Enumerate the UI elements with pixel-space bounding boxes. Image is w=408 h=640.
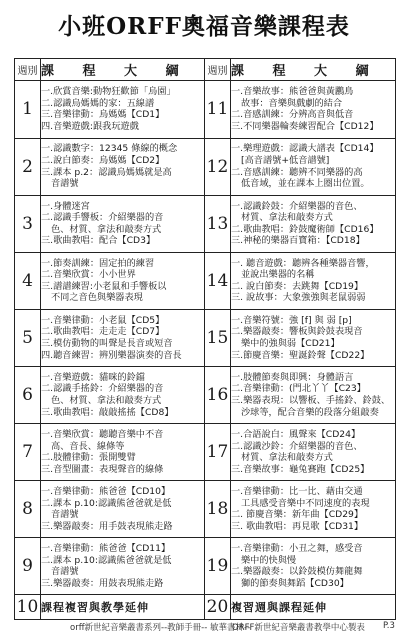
week-number: 13 bbox=[205, 195, 231, 252]
outline-line: 三.樂器敲奏：用鼓表現熊走路 bbox=[41, 577, 164, 589]
outline-line: 二.肢體律動：張開雙臂 bbox=[41, 452, 136, 464]
right-week-content bbox=[231, 252, 396, 309]
left-week-content bbox=[41, 309, 205, 366]
review-row bbox=[15, 595, 396, 620]
outline-line: 音譜號 bbox=[51, 178, 79, 190]
left-week-content bbox=[41, 195, 205, 252]
week-number: 12 bbox=[205, 138, 231, 195]
outline-line: 四.音樂遊戲:跟我玩遊戲 bbox=[41, 121, 139, 133]
week-row bbox=[15, 81, 396, 138]
outline-line: 二.樂器敲奏：響板與鈴鼓表現音 bbox=[231, 326, 363, 338]
outline-line: 三.樂器敲奏：用手鼓表現熊走路 bbox=[41, 520, 173, 532]
review-week-number-right: 20 bbox=[205, 595, 231, 620]
week-header-left: 週別 bbox=[15, 59, 41, 81]
outline-line: 一.音樂欣賞：聽聽音樂中不音 bbox=[41, 428, 164, 440]
outline-line: 材質、拿法和敲奏方式 bbox=[241, 452, 333, 464]
outline-line: 工具感受音樂中不同速度的表現 bbox=[241, 497, 370, 509]
outline-line: 並說出樂器的名稱 bbox=[241, 269, 315, 281]
page-title: 小班ORFF奧福音樂課程表 bbox=[58, 13, 350, 40]
week-number: 2 bbox=[15, 138, 41, 195]
outline-line: 二.課本 p.10:認識熊爸爸就是低 bbox=[41, 554, 172, 566]
outline-line: 二.音感訓練：聽辨不同樂器的高 bbox=[231, 166, 363, 178]
outline-line: 一.音樂律動：熊爸爸【CD11】 bbox=[41, 543, 171, 555]
outline-line: 二.認識烏媽媽的家：五線譜 bbox=[41, 97, 155, 109]
week-number: 17 bbox=[205, 424, 231, 481]
right-week-content bbox=[231, 366, 396, 423]
week-number: 5 bbox=[15, 309, 41, 366]
left-week-content bbox=[41, 538, 205, 595]
outline-line: 一.音樂律動：比一比、藉由交通 bbox=[231, 486, 363, 498]
footer-series-text: orff新世紀音樂叢書系列--教師手冊-- 敏華書林-- bbox=[70, 623, 251, 633]
left-week-content bbox=[41, 81, 205, 138]
outline-line: 一.節奏訓練：固定拍的練習 bbox=[41, 257, 155, 269]
outline-line: 色、材質、拿法和敲奏方式 bbox=[51, 395, 162, 407]
outline-line: 高、音長、線條等 bbox=[51, 440, 125, 452]
week-number: 16 bbox=[205, 366, 231, 423]
outline-line: 二. 說白節奏：去跳舞【CD19】 bbox=[231, 280, 364, 292]
outline-line: 三. 歌曲教唱：再見歌【CD31】 bbox=[231, 520, 364, 532]
right-week-content bbox=[231, 309, 396, 366]
week-number: 9 bbox=[15, 538, 41, 595]
review-text-left: 課程複習與教學延伸 bbox=[41, 595, 205, 620]
week-number: 4 bbox=[15, 252, 41, 309]
week-row bbox=[15, 138, 396, 195]
week-row bbox=[15, 538, 396, 595]
outline-line: 色、材質、拿法和敲奏方式 bbox=[51, 223, 162, 235]
left-week-content bbox=[41, 366, 205, 423]
outline-line: 一. 聽音遊戲：聽辨各種樂器音響， bbox=[231, 257, 375, 269]
outline-line: [高音譜號+低音譜號] bbox=[241, 155, 330, 166]
outline-line: 三. 說故事：大象強強與老鼠弱弱 bbox=[231, 292, 366, 304]
week-row bbox=[15, 424, 396, 481]
week-row bbox=[15, 309, 396, 366]
outline-line: 一.肢體節奏與即興：身體語言 bbox=[231, 371, 354, 383]
outline-line: 三.樂器表現：以響板、手搖鈴、鈴鼓、 bbox=[231, 395, 391, 407]
outline-line: 三.歌曲教唱：敲敲搖搖【CD8】 bbox=[41, 406, 174, 418]
outline-line: 三.模仿動物的叫聲是長音或短音 bbox=[41, 337, 173, 349]
outline-line: 一.音樂律動：小老鼠【CD5】 bbox=[41, 314, 165, 326]
right-week-content bbox=[231, 424, 396, 481]
outline-line: 三.不同樂器輪奏練習配合【CD12】 bbox=[231, 121, 379, 133]
syllabus-table bbox=[14, 58, 396, 620]
review-text-right: 複習週與課程延伸 bbox=[231, 595, 396, 620]
outline-line: 沙球等，配合音樂的段落分組敲奏 bbox=[241, 406, 379, 418]
right-week-content bbox=[231, 138, 396, 195]
week-number: 6 bbox=[15, 366, 41, 423]
outline-line: 不同之音色與樂器表現 bbox=[51, 292, 143, 304]
week-row bbox=[15, 252, 396, 309]
right-week-content bbox=[231, 81, 396, 138]
footer-center-text: ORFF新世紀音樂叢書教學中心製表 bbox=[232, 623, 365, 633]
outline-line: 一.音樂故事：熊爸爸與黃鸝鳥 bbox=[231, 86, 354, 98]
week-number: 8 bbox=[15, 481, 41, 538]
outline-line: 三.譜譜練習:小老鼠和手響板以 bbox=[41, 280, 167, 292]
outline-line: 一.認識鈴鼓：介紹樂器的音色、 bbox=[231, 200, 363, 212]
week-row bbox=[15, 366, 396, 423]
outline-line: 低音域，並在課本上圈出位置。 bbox=[241, 178, 370, 190]
outline-line: 二.音感訓練：分辨高音與低音 bbox=[231, 109, 354, 121]
outline-line: 一.樂理遊戲：認識大譜表【CD14】 bbox=[231, 143, 379, 155]
week-row bbox=[15, 481, 396, 538]
outline-line: 一.身體迷宮 bbox=[41, 200, 90, 212]
outline-header-right: 課 程 大 綱 bbox=[231, 59, 396, 81]
outline-line: 二.樂器敲奏：以鈴鼓模仿舞龍舞 bbox=[231, 566, 363, 578]
outline-line: 二. 節慶音樂：新年曲【CD29】 bbox=[231, 509, 364, 521]
outline-line: 二.歌曲教唱：鈴鼓魔術師【CD16】 bbox=[231, 223, 379, 235]
outline-line: 二.認識沙鈴：介紹樂器的音色、 bbox=[231, 440, 363, 452]
outline-line: 二.認識手響板：介紹樂器的音 bbox=[41, 212, 164, 224]
outline-line: 三.節慶音樂：聖誕鈴聲【CD22】 bbox=[231, 349, 370, 361]
week-number: 11 bbox=[205, 81, 231, 138]
outline-line: 三.神秘的樂器百寶箱：【CD18】 bbox=[231, 235, 365, 247]
week-number: 7 bbox=[15, 424, 41, 481]
page-number: P.3 bbox=[383, 621, 395, 631]
outline-line: 一.音樂律動：小丑之舞，感受音 bbox=[231, 543, 363, 555]
outline-line: 音譜號 bbox=[51, 509, 79, 521]
outline-line: 一.合語說白：風聲來【CD24】 bbox=[231, 428, 361, 440]
outline-line: 二.音樂欣賞：小小世界 bbox=[41, 269, 136, 281]
right-week-content bbox=[231, 538, 396, 595]
outline-header-left: 課 程 大 綱 bbox=[41, 59, 205, 81]
outline-line: 獅的節奏與舞蹈【CD30】 bbox=[241, 577, 349, 589]
week-row bbox=[15, 195, 396, 252]
outline-line: 三.歌曲教唱：配合【CD3】 bbox=[41, 235, 156, 247]
right-week-content bbox=[231, 195, 396, 252]
right-week-content bbox=[231, 481, 396, 538]
outline-line: 樂中的強與弱【CD21】 bbox=[241, 337, 340, 349]
outline-line: 二.說白節奏：烏媽媽【CD2】 bbox=[41, 155, 165, 166]
week-number: 3 bbox=[15, 195, 41, 252]
left-week-content bbox=[41, 424, 205, 481]
outline-line: 二.音樂律動：(門北丫丫【C23】 bbox=[231, 383, 366, 395]
week-number: 15 bbox=[205, 309, 231, 366]
outline-line: 四.聽音練習：辨別樂器演奏的音長 bbox=[41, 349, 182, 361]
table-header-row bbox=[15, 59, 396, 81]
review-week-number-left: 10 bbox=[15, 595, 41, 620]
outline-line: 三.音樂律動：烏媽媽【CD1】 bbox=[41, 109, 165, 121]
left-week-content bbox=[41, 252, 205, 309]
outline-line: 樂中的快與慢 bbox=[241, 554, 297, 566]
outline-line: 一.認識數字：12345 條線的概念 bbox=[41, 143, 178, 155]
outline-line: 一.欣賞音樂:動物狂歡節「烏園」 bbox=[41, 86, 176, 98]
outline-line: 三.音型圖畫：表現聲音的線條 bbox=[41, 463, 164, 475]
week-header-right: 週別 bbox=[205, 59, 231, 81]
outline-line: 一.音樂遊戲：貓咪的鈴鐺 bbox=[41, 371, 145, 383]
left-week-content bbox=[41, 481, 205, 538]
outline-line: 二.認識手搖鈴：介紹樂器的音 bbox=[41, 383, 164, 395]
week-number: 1 bbox=[15, 81, 41, 138]
outline-line: 音譜號 bbox=[51, 566, 79, 578]
outline-line: 二.課本 p.10:認識熊爸爸就是低 bbox=[41, 497, 172, 509]
week-number: 18 bbox=[205, 481, 231, 538]
outline-line: 三.音樂故事：龜兔賽跑【CD25】 bbox=[231, 463, 370, 475]
outline-line: 故事：音樂與戲劇的結合 bbox=[241, 97, 343, 109]
left-week-content bbox=[41, 138, 205, 195]
week-number: 19 bbox=[205, 538, 231, 595]
outline-line: 材質、拿法和敲奏方式 bbox=[241, 212, 333, 224]
outline-line: 三.課本 p.2：認識烏媽媽就是高 bbox=[41, 166, 172, 178]
week-number: 14 bbox=[205, 252, 231, 309]
outline-line: 一.音樂符號：強 [f] 與 弱 [p] bbox=[231, 314, 352, 326]
outline-line: 一.音樂律動：熊爸爸【CD10】 bbox=[41, 486, 171, 498]
outline-line: 二.歌曲教唱：走走走【CD7】 bbox=[41, 326, 165, 338]
